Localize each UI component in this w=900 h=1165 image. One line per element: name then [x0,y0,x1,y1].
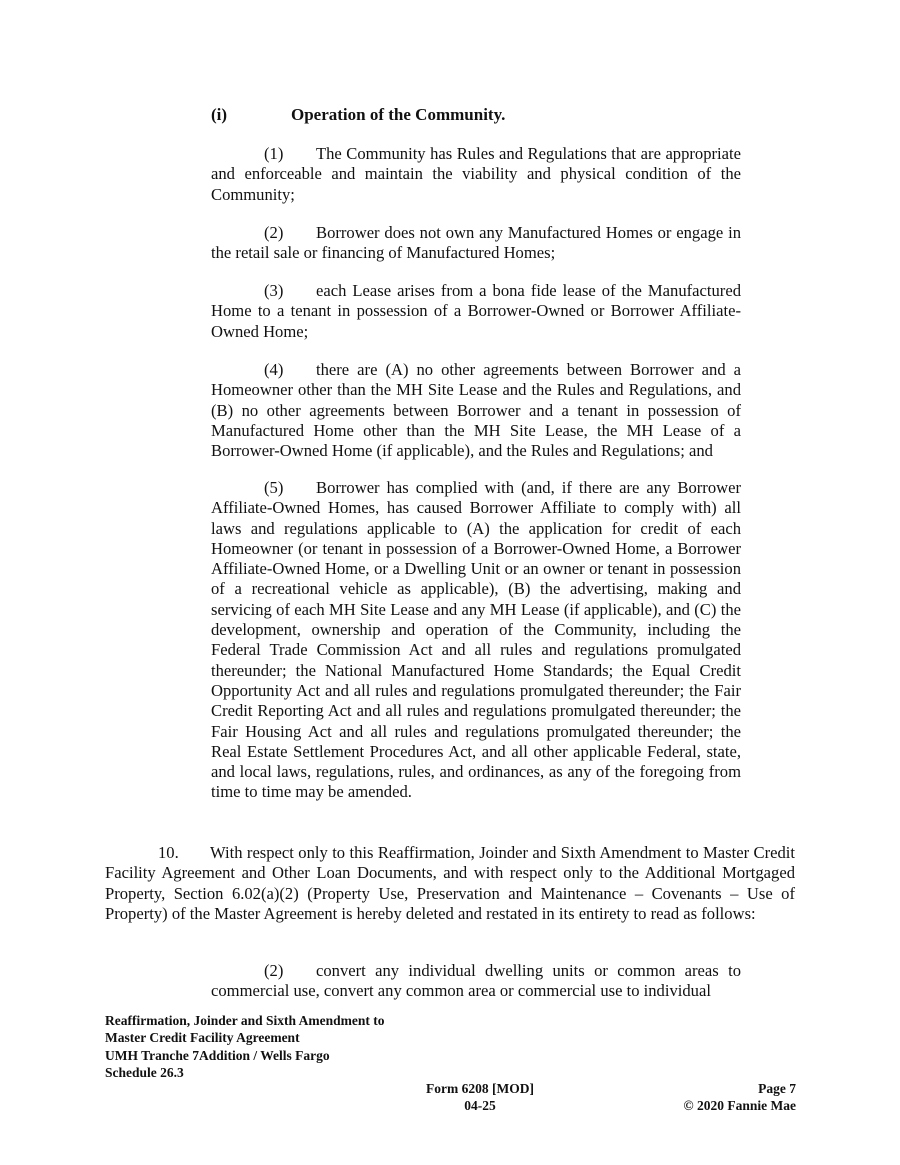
item-number: (1) [264,144,284,163]
item-number: (4) [264,360,284,379]
section-text: With respect only to this Reaffirmation, Joinder and Sixth Amendment to Master Credit Facility Agreement and Other Loan Documents, and with respect only to the Additional Mortgaged Property, Section 6.02(a)(2) (Property Use, Preservation and Maintenance – Covenants – Use of Property) of the Master Agreement is hereby deleted and restated in its entirety to read as follows: [105,843,795,923]
footer-form-info [400,1080,560,1115]
form-date: 04-25 [464,1098,496,1114]
section-10-paragraph [105,843,795,924]
item-number: (3) [264,281,284,300]
sub-item-text: convert any individual dwelling units or common areas to commercial use, convert any common area or commercial use to individual [211,961,741,1001]
heading-title: Operation of the Community. [291,105,506,124]
page-number: Page 7 [758,1081,796,1096]
item-text: there are (A) no other agreements between Borrower and a Homeowner other than the MH Site Lease and the Rules and Regulations, and (B) no other agreements between Borrower and a tenant in possession of Manufactured Home other than the MH Site Lease, the MH Lease of a Borrower-Owned Home (if applicable), and the Rules and Regulations; and [211,360,741,461]
copyright: © 2020 Fannie Mae [683,1098,796,1114]
list-item-1 [211,144,741,205]
item-text: each Lease arises from a bona fide lease of the Manufactured Home to a tenant in possession of a Borrower-Owned or Borrower Affiliate-Owned Home; [211,281,741,341]
sub-item-number: (2) [264,961,284,980]
footer-line: Reaffirmation, Joinder and Sixth Amendment to [105,1013,385,1028]
form-number: Form 6208 [MOD] [426,1081,534,1096]
footer-line: Schedule 26.3 [105,1065,184,1081]
list-item-5 [211,478,741,803]
item-text: Borrower does not own any Manufactured Homes or engage in the retail sale or financing of Manufactured Homes; [211,223,741,263]
list-item-2 [211,223,741,264]
item-number: (5) [264,478,284,497]
footer-line: UMH Tranche 7Addition / Wells Fargo [105,1047,330,1063]
section-number: 10. [158,843,179,862]
list-item-3 [211,281,741,342]
section-heading [211,105,505,125]
footer-line: Master Credit Facility Agreement [105,1030,300,1046]
footer-page-info [620,1080,796,1115]
item-text: The Community has Rules and Regulations that are appropriate and enforceable and maintain the viability and physical condition of the Community; [211,144,741,204]
sub-item-2 [211,961,741,1002]
heading-number: (i) [211,105,228,124]
item-text: Borrower has complied with (and, if there are any Borrower Affiliate-Owned Homes, has caused Borrower Affiliate to comply with) all laws and regulations applicable to (A) the application for credit of each Homeowner (or tenant in possession of a Borrower-Owned Home, a Borrower Affiliate-Owned Home, or a Dwelling Unit or an owner or tenant in possession of a recreational vehicle as applicable), (B) the advertising, making and servicing of each MH Site Lease and any MH Lease (if applicable), and (C) the development, ownership and operation of the Community, including the Federal Trade Commission Act and all rules and regulations promulgated thereunder; the National Manufactured Home Standards; the Equal Credit Opportunity Act and all rules and regulations promulgated thereunder; the Fair Credit Reporting Act and all rules and regulations promulgated thereunder; the Fair Housing Act and all rules and regulations promulgated thereunder; the Real Estate Settlement Procedures Act, and all other applicable Federal, state, and local laws, regulations, rules, and ordinances, as any of the foregoing from time to time may be amended. [211,478,741,802]
item-number: (2) [264,223,284,242]
footer-document-title [105,1012,385,1082]
list-item-4 [211,360,741,461]
